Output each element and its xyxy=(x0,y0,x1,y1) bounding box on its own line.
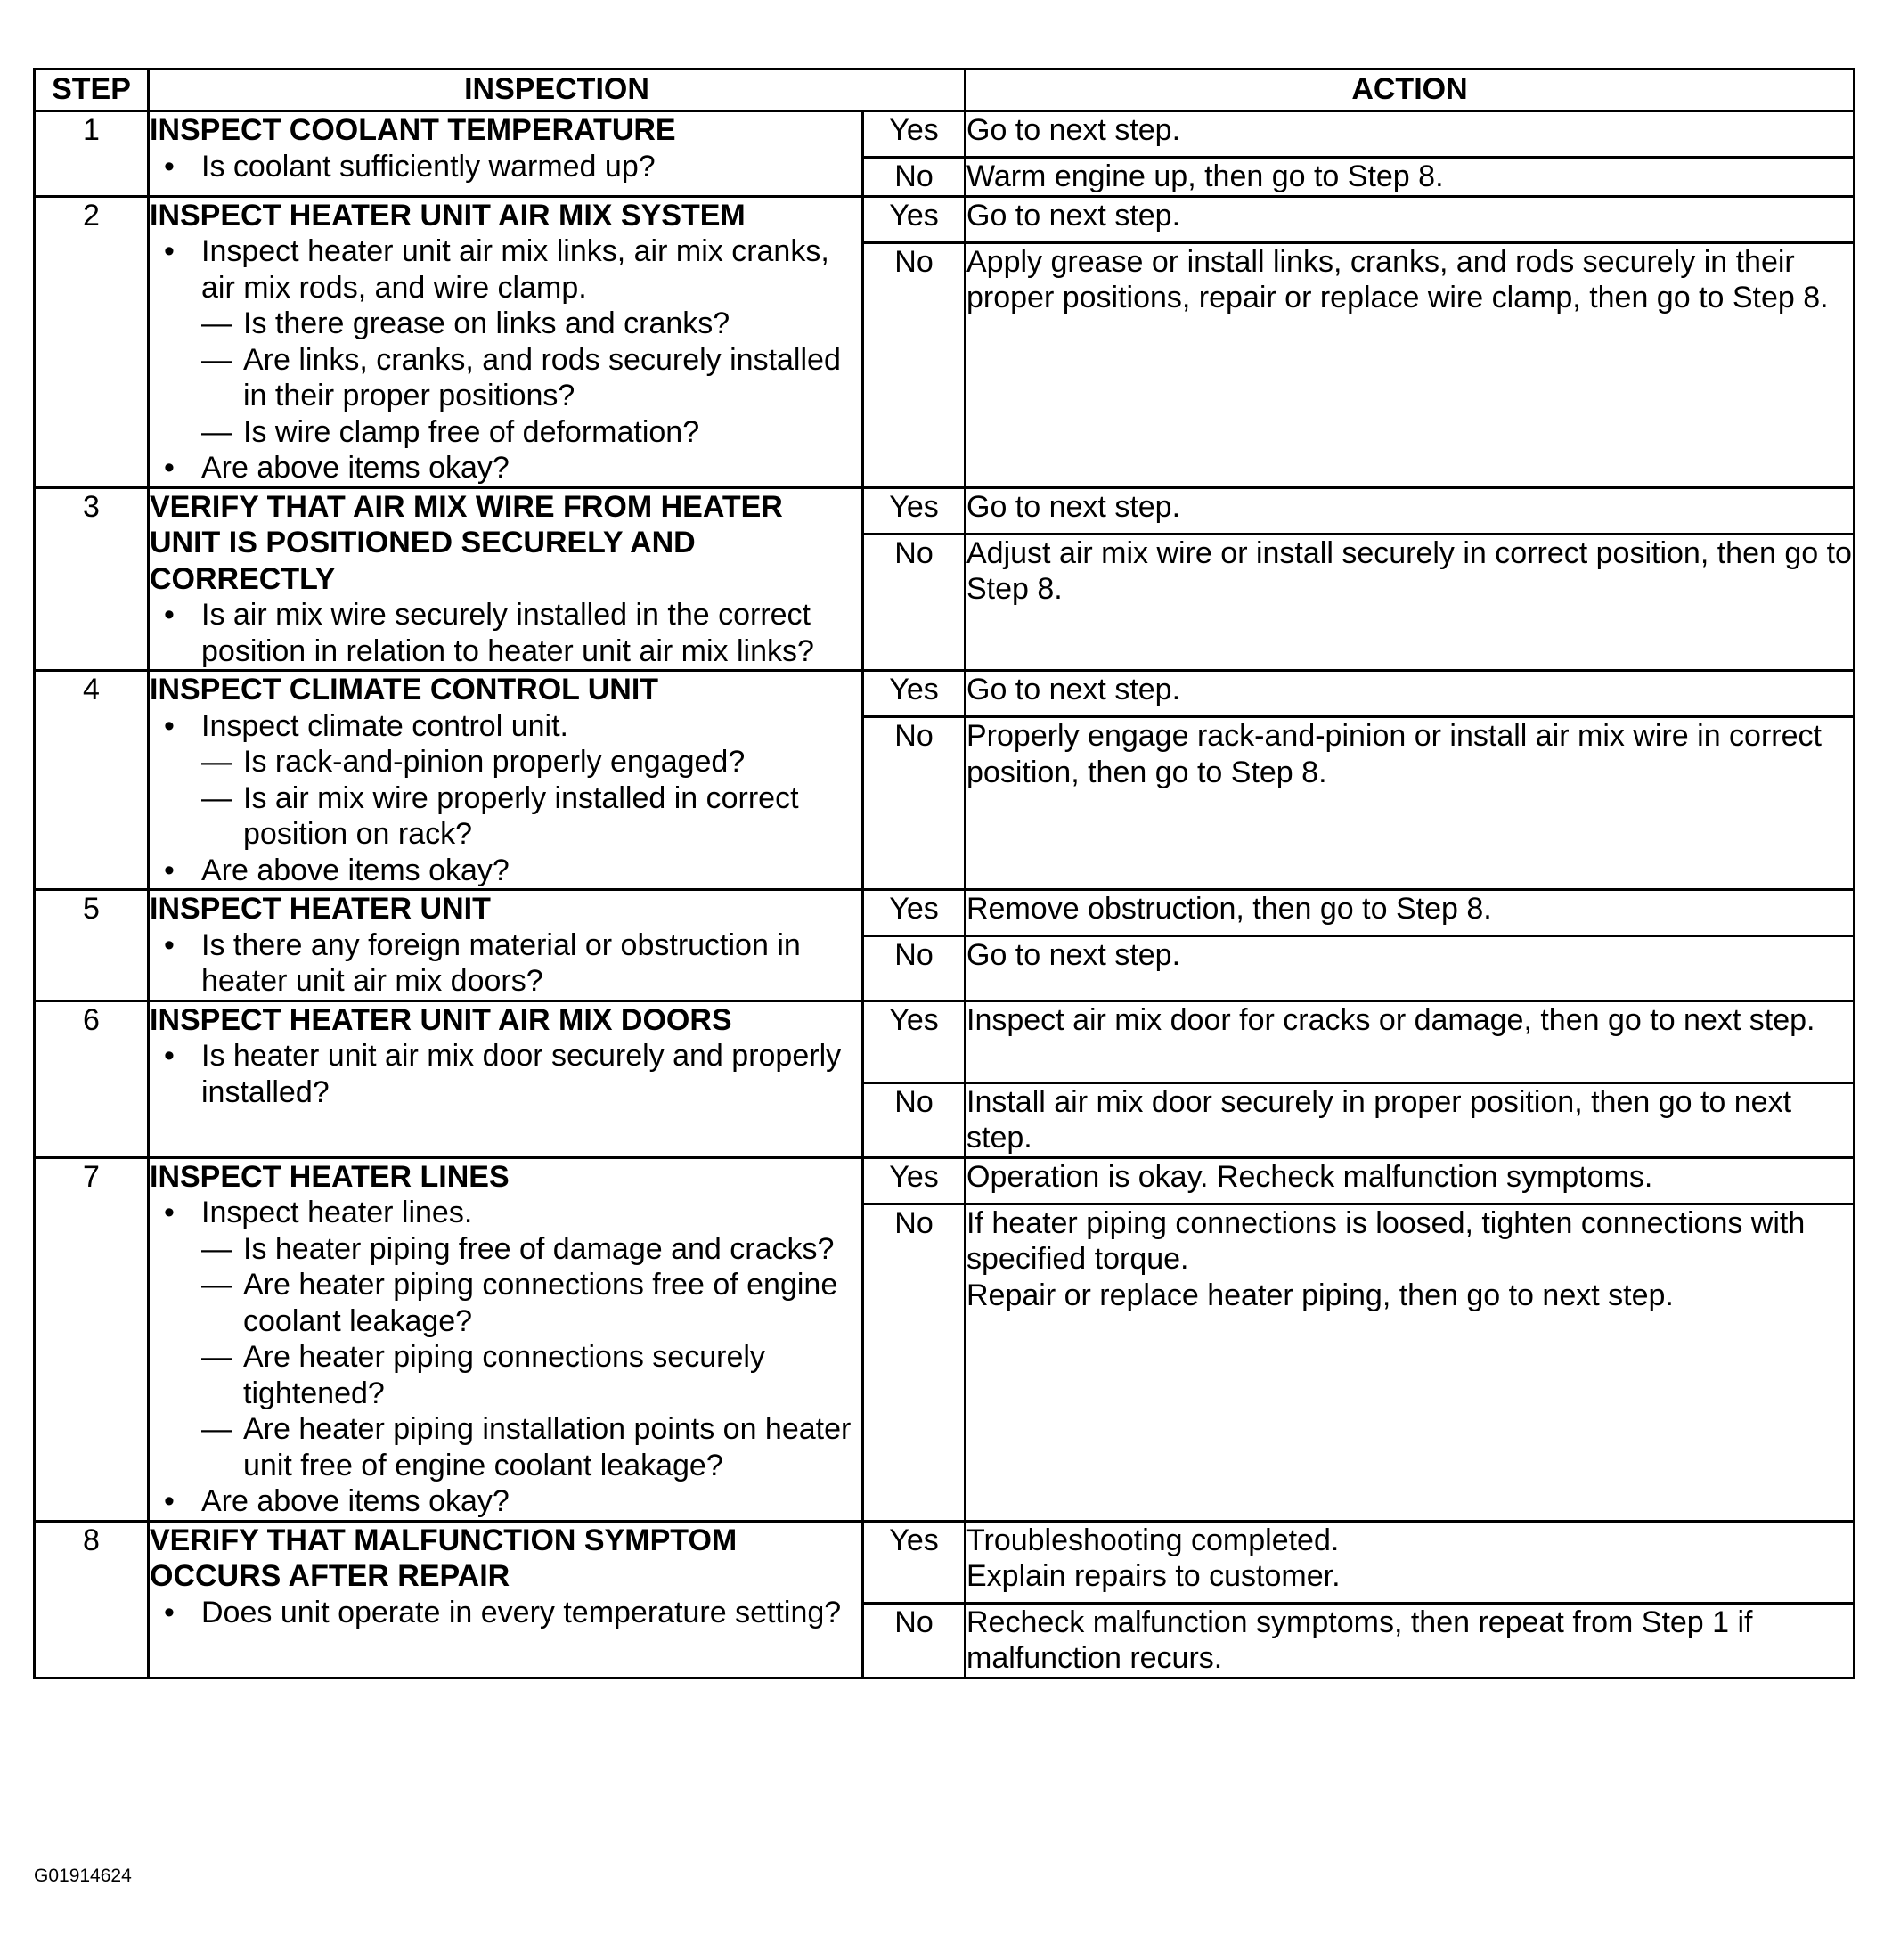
bullet-text: Is heater unit air mix door securely and properly installed? xyxy=(201,1039,842,1109)
inspection-cell xyxy=(149,487,863,671)
no-action: Adjust air mix wire or install securely in correct position, then go to Step 8. xyxy=(966,534,1855,671)
bullet-text: Are above items okay? xyxy=(201,1484,510,1518)
inspection-subitem: — Are heater piping connections free of engine coolant leakage? xyxy=(201,1267,861,1339)
inspection-bullet xyxy=(150,1483,861,1520)
yes-label: Yes xyxy=(863,1000,966,1082)
no-action: Recheck malfunction symptoms, then repeat from Step 1 if malfunction recurs. xyxy=(966,1603,1855,1678)
yes-label: Yes xyxy=(863,671,966,717)
inspection-bullet xyxy=(150,708,861,853)
step-row-5-yes xyxy=(35,890,1855,936)
inspection-bullets xyxy=(150,597,861,669)
table-header-row xyxy=(35,69,1855,111)
bullet-text: Is coolant sufficiently warmed up? xyxy=(201,149,656,184)
no-label: No xyxy=(863,717,966,890)
step-number: 6 xyxy=(35,1000,149,1157)
inspection-subitem: — Is air mix wire properly installed in correct position on rack? xyxy=(201,780,861,853)
step-row-4-yes xyxy=(35,671,1855,717)
no-label: No xyxy=(863,158,966,197)
bullet-text: Is air mix wire securely installed in the correct position in relation to heater unit air mix links? xyxy=(201,598,814,668)
bullet-text: Inspect heater lines. xyxy=(201,1196,473,1229)
inspection-cell xyxy=(149,196,863,487)
inspection-bullets xyxy=(150,1195,861,1520)
bullet-text: Does unit operate in every temperature setting? xyxy=(201,1595,842,1629)
inspection-subitem: — Are heater piping connections securely tightened? xyxy=(201,1339,861,1411)
bullet-text: Is there any foreign material or obstruction in heater unit air mix doors? xyxy=(201,927,801,998)
yes-label: Yes xyxy=(863,890,966,936)
yes-action: Remove obstruction, then go to Step 8. xyxy=(966,890,1855,936)
step-number: 7 xyxy=(35,1157,149,1521)
step-row-2-yes xyxy=(35,196,1855,242)
inspection-bullet xyxy=(150,233,861,450)
inspection-title: INSPECT HEATER UNIT AIR MIX DOORS xyxy=(150,1002,732,1037)
no-action: Apply grease or install links, cranks, and rods securely in their proper positions, repair or replace wire clamp, then go to Step 8. xyxy=(966,242,1855,487)
step-row-1-yes xyxy=(35,111,1855,158)
inspection-title: INSPECT HEATER UNIT xyxy=(150,892,491,926)
yes-action: Inspect air mix door for cracks or damage, then go to next step. xyxy=(966,1000,1855,1082)
inspection-bullet xyxy=(150,450,861,486)
no-label: No xyxy=(863,1204,966,1521)
inspection-title: VERIFY THAT MALFUNCTION SYMPTOM OCCURS AFTER REPAIR xyxy=(150,1523,738,1593)
inspection-title: VERIFY THAT AIR MIX WIRE FROM HEATER UNIT IS POSITIONED SECURELY AND CORRECTLY xyxy=(150,489,783,596)
header-action: ACTION xyxy=(966,69,1855,111)
no-label: No xyxy=(863,1082,966,1157)
inspection-title: INSPECT HEATER LINES xyxy=(150,1159,510,1194)
figure-code: G01914624 xyxy=(34,1866,132,1886)
inspection-bullet xyxy=(150,1195,861,1483)
inspection-bullets xyxy=(150,1038,861,1110)
no-label: No xyxy=(863,1603,966,1678)
inspection-cell xyxy=(149,671,863,890)
no-action: Go to next step. xyxy=(966,936,1855,1001)
bullet-text: Inspect heater unit air mix links, air mix cranks, air mix rods, and wire clamp. xyxy=(201,234,829,305)
inspection-bullets xyxy=(150,149,861,185)
yes-action: Operation is okay. Recheck malfunction symptoms. xyxy=(966,1157,1855,1204)
step-number: 3 xyxy=(35,487,149,671)
inspection-title: INSPECT CLIMATE CONTROL UNIT xyxy=(150,673,659,706)
yes-action: Go to next step. xyxy=(966,111,1855,158)
yes-action: Go to next step. xyxy=(966,671,1855,717)
yes-label: Yes xyxy=(863,196,966,242)
no-label: No xyxy=(863,534,966,671)
inspection-subitem: — Are links, cranks, and rods securely installed in their proper positions? xyxy=(201,342,861,414)
inspection-bullets xyxy=(150,233,861,486)
inspection-cell xyxy=(149,890,863,1001)
inspection-subitem: — Is rack-and-pinion properly engaged? xyxy=(201,744,861,780)
yes-label: Yes xyxy=(863,1157,966,1204)
inspection-bullets xyxy=(150,708,861,889)
inspection-bullet xyxy=(150,1038,861,1110)
step-number: 5 xyxy=(35,890,149,1001)
inspection-subitem: — Is wire clamp free of deformation? xyxy=(201,414,861,451)
inspection-cell xyxy=(149,1000,863,1157)
inspection-subitem: — Are heater piping installation points on heater unit free of engine coolant leakage? xyxy=(201,1411,861,1483)
inspection-subitem: — Is heater piping free of damage and cracks? xyxy=(201,1231,861,1268)
yes-action: Go to next step. xyxy=(966,487,1855,534)
step-row-6-yes xyxy=(35,1000,1855,1082)
yes-label: Yes xyxy=(863,1521,966,1603)
bullet-text: Inspect climate control unit. xyxy=(201,708,568,743)
table-body xyxy=(35,111,1855,1678)
step-number: 4 xyxy=(35,671,149,890)
header-inspection: INSPECTION xyxy=(149,69,966,111)
inspection-title: INSPECT COOLANT TEMPERATURE xyxy=(150,113,676,147)
inspection-title: INSPECT HEATER UNIT AIR MIX SYSTEM xyxy=(150,198,746,233)
inspection-bullet xyxy=(150,853,861,889)
header-step: STEP xyxy=(35,69,149,111)
yes-label: Yes xyxy=(863,111,966,158)
step-row-8-yes xyxy=(35,1521,1855,1603)
inspection-bullets xyxy=(150,927,861,1000)
inspection-cell xyxy=(149,1157,863,1521)
inspection-subitems xyxy=(201,744,861,853)
yes-label: Yes xyxy=(863,487,966,534)
step-number: 2 xyxy=(35,196,149,487)
no-label: No xyxy=(863,242,966,487)
step-row-7-yes xyxy=(35,1157,1855,1204)
yes-action: Go to next step. xyxy=(966,196,1855,242)
bullet-text: Are above items okay? xyxy=(201,451,510,485)
inspection-subitems xyxy=(201,1231,861,1484)
inspection-bullet xyxy=(150,149,861,185)
step-number: 8 xyxy=(35,1521,149,1678)
no-action: If heater piping connections is loosed, tighten connections with specified torque. Repair or replace heater piping, then go to next step. xyxy=(966,1204,1855,1521)
bullet-text: Are above items okay? xyxy=(201,853,510,887)
inspection-bullet xyxy=(150,597,861,669)
no-action: Install air mix door securely in proper position, then go to next step. xyxy=(966,1082,1855,1157)
inspection-subitem: — Is there grease on links and cranks? xyxy=(201,306,861,342)
inspection-bullet xyxy=(150,1595,861,1631)
step-row-3-yes xyxy=(35,487,1855,534)
no-label: No xyxy=(863,936,966,1001)
inspection-cell xyxy=(149,111,863,197)
inspection-cell xyxy=(149,1521,863,1678)
yes-action: Troubleshooting completed. Explain repairs to customer. xyxy=(966,1521,1855,1603)
step-number: 1 xyxy=(35,111,149,197)
inspection-bullets xyxy=(150,1595,861,1631)
troubleshooting-table xyxy=(33,68,1855,1679)
inspection-bullet xyxy=(150,927,861,1000)
inspection-subitems xyxy=(201,306,861,450)
no-action: Properly engage rack-and-pinion or install air mix wire in correct position, then go to Step 8. xyxy=(966,717,1855,890)
no-action: Warm engine up, then go to Step 8. xyxy=(966,158,1855,197)
